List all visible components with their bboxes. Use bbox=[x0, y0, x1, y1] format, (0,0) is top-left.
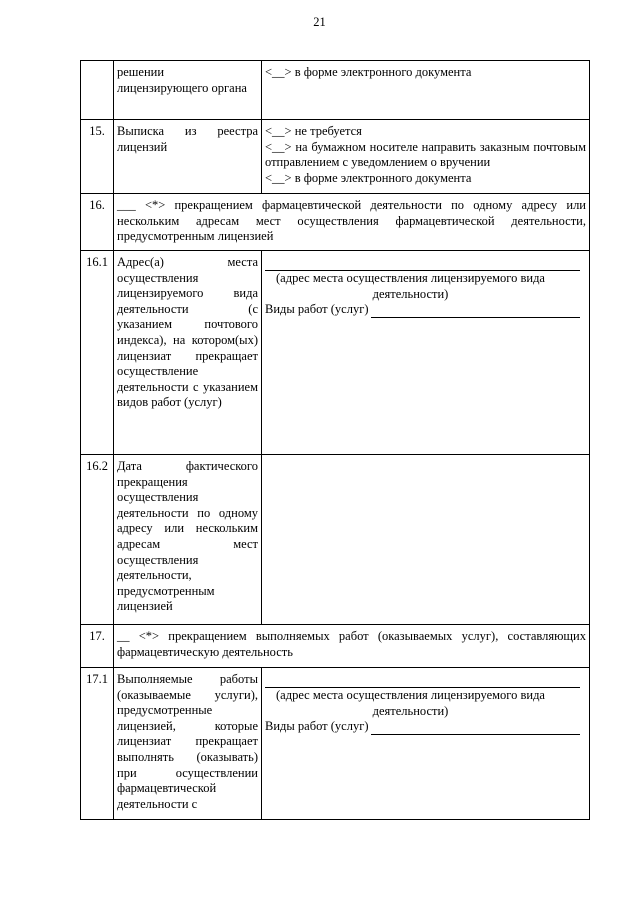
row-label: решении лицензирующего органа bbox=[114, 61, 262, 120]
table-row-17 bbox=[81, 625, 590, 668]
row-number: 17.1 bbox=[81, 668, 114, 820]
option-not-required[interactable]: <__> не требуется bbox=[265, 124, 362, 138]
works-field bbox=[265, 302, 586, 318]
address-field-block bbox=[262, 251, 590, 455]
row-label: Адрес(а) места осуществления лицензируемого вида деятельности (с указанием почтового индекса), на котором(ых) лицензиат прекращает осуществление деятельности с указанием видов работ (услуг) bbox=[114, 251, 262, 455]
works-label: Виды работ (услуг) bbox=[265, 719, 369, 734]
works-field bbox=[265, 719, 586, 735]
page-number: 21 bbox=[313, 15, 326, 29]
row-number-cell bbox=[81, 61, 114, 120]
row-label: Выписка из реестра лицензий bbox=[114, 120, 262, 194]
address-caption: (адрес места осуществления лицензируемого вида деятельности) bbox=[276, 271, 545, 301]
option-electronic[interactable]: <__> в форме электронного документа bbox=[265, 170, 472, 185]
works-input-line[interactable] bbox=[371, 722, 580, 735]
row-text: ___ <*> прекращением фармацевтической деятельности по одному адресу или нескольким адресам мест осуществления фармацевтической деятельности, предусмотренным лицензией bbox=[114, 194, 590, 251]
row-number: 16.2 bbox=[81, 455, 114, 625]
row-label: Выполняемые работы (оказываемые услуги), предусмотренные лицензией, которые лицензиат прекращает выполнять (оказывать) при осуществлении фармацевтической деятельности с bbox=[114, 668, 262, 820]
works-field-block bbox=[262, 668, 590, 820]
table-row-16 bbox=[81, 194, 590, 251]
termination-date-field[interactable] bbox=[262, 455, 590, 625]
row-number: 16.1 bbox=[81, 251, 114, 455]
option-paper-mail[interactable]: <__> на бумажном носителе направить заказным почтовым отправлением с уведомлением о вручении bbox=[265, 139, 586, 170]
works-label: Виды работ (услуг) bbox=[265, 302, 369, 317]
table-row-16-2 bbox=[81, 455, 590, 625]
form-table bbox=[80, 60, 590, 820]
row-value: <__> в форме электронного документа bbox=[262, 61, 590, 120]
table-row-15 bbox=[81, 120, 590, 194]
table-row-16-1 bbox=[81, 251, 590, 455]
extract-options bbox=[262, 120, 590, 194]
table-row-17-1 bbox=[81, 668, 590, 820]
row-number: 16. bbox=[81, 194, 114, 251]
table-row-continuation bbox=[81, 61, 590, 120]
works-input-line[interactable] bbox=[371, 305, 580, 318]
address-input-line[interactable] bbox=[265, 257, 580, 271]
address-caption: (адрес места осуществления лицензируемого вида деятельности) bbox=[276, 688, 545, 718]
row-label: Дата фактического прекращения осуществления деятельности по одному адресу или нескольким адресам мест осуществления деятельности, предусмотренным лицензией bbox=[114, 455, 262, 625]
row-text: __ <*> прекращением выполняемых работ (оказываемых услуг), составляющих фармацевтическую деятельность bbox=[114, 625, 590, 668]
row-number: 17. bbox=[81, 625, 114, 668]
address-input-line[interactable] bbox=[265, 674, 580, 688]
row-number: 15. bbox=[81, 120, 114, 194]
